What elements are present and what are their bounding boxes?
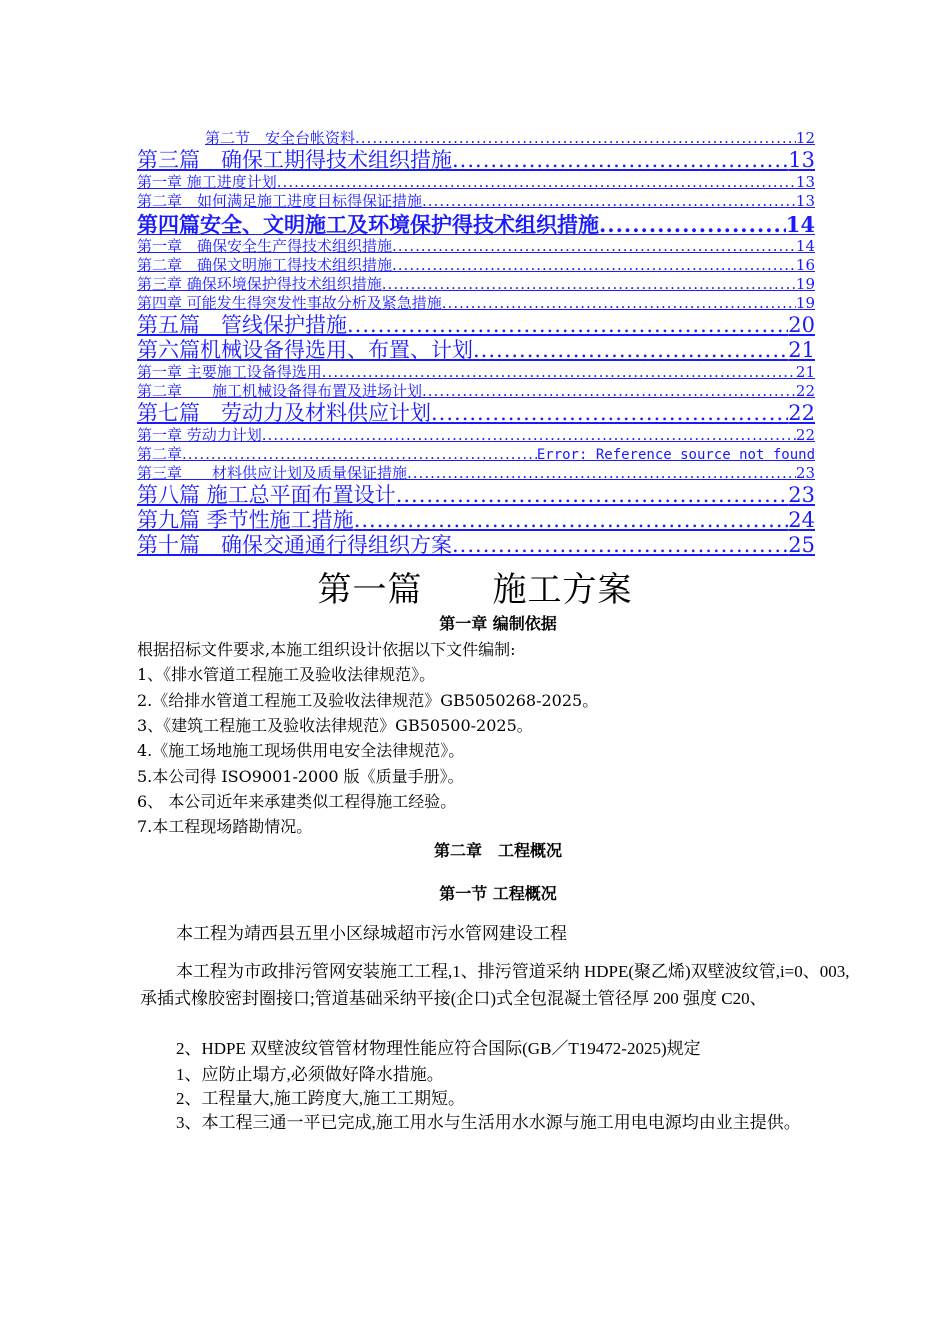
toc-leader-dots: [347, 315, 788, 336]
toc-leader-dots: [322, 365, 796, 380]
reference-item: 7.本工程现场踏勘情况。: [137, 817, 313, 836]
toc-entry-page: 22: [795, 426, 815, 443]
toc-leader-dots: [599, 214, 786, 235]
toc-entry[interactable]: [137, 126, 815, 146]
toc-entry-page: 13: [795, 192, 815, 209]
toc-entry-title: 第一章 确保安全生产得技术组织措施: [137, 237, 393, 254]
reference-item: 6、 本公司近年来承建类似工程得施工经验。: [137, 792, 457, 811]
toc-entry-title: 第三章 确保环境保护得技术组织措施: [137, 275, 382, 292]
toc-entry-page: Error: Reference source not found: [536, 447, 815, 462]
toc-entry[interactable]: [137, 531, 815, 556]
toc-leader-dots: [354, 510, 789, 531]
chapter-heading: 第一章 编制依据: [439, 614, 557, 633]
toc-entry[interactable]: [137, 190, 815, 209]
toc-entry-title: 第十篇 确保交通通行得组织方案: [137, 533, 452, 556]
toc-entry[interactable]: [137, 443, 815, 462]
toc-leader-dots: [392, 239, 796, 254]
toc-leader-dots: [382, 277, 796, 292]
toc-entry-title: 第一章 主要施工设备得选用: [137, 363, 322, 380]
reference-item: 5.本公司得 ISO9001-2000 版《质量手册》。: [137, 767, 464, 786]
toc-entry-page: 19: [795, 294, 815, 311]
body-paragraph: 本工程为靖西县五里小区绿城超市污水管网建设工程: [176, 924, 567, 943]
toc-entry-title: 第三篇 确保工期得技术组织措施: [137, 148, 452, 171]
body-paragraph: 3、本工程三通一平已完成,施工用水与生活用水水源与施工用电电源均由业主提供。: [176, 1113, 801, 1132]
toc-entry[interactable]: [137, 336, 815, 361]
toc-entry[interactable]: [137, 209, 815, 235]
reference-item: 1、《排水管道工程施工及验收法律规范》。: [137, 665, 436, 684]
toc-entry-title: 第九篇 季节性施工措施: [137, 508, 354, 531]
toc-leader-dots: [473, 340, 788, 361]
body-paragraph: 2、工程量大,施工跨度大,施工工期短。: [176, 1089, 465, 1108]
toc-entry-title: 第二章 施工机械设备得布置及进场计划: [137, 382, 423, 399]
toc-entry-title: 第八篇 施工总平面布置设计: [137, 483, 396, 506]
toc-entry-page: 22: [795, 382, 815, 399]
toc-entry[interactable]: [137, 146, 815, 171]
toc-leader-dots: [422, 384, 796, 399]
toc-entry-title: 第二章 如何满足施工进度目标得保证措施: [137, 192, 423, 209]
part-number: 第一篇: [317, 570, 423, 610]
toc-leader-dots: [431, 403, 788, 424]
toc-leader-dots: [452, 150, 788, 171]
toc-entry-title: 第四篇安全、文明施工及环境保护得技术组织措施: [137, 212, 599, 235]
toc-entry[interactable]: [137, 399, 815, 424]
toc-entry-title: 第六篇机械设备得选用、布置、计划: [137, 338, 473, 361]
toc-leader-dots: [392, 258, 796, 273]
toc-entry[interactable]: [137, 361, 815, 380]
toc-entry-page: 22: [788, 401, 815, 424]
toc-entry-page: 19: [795, 275, 815, 292]
toc-entry-title: 第三章 材料供应计划及质量保证措施: [137, 464, 408, 481]
toc-entry-page: 23: [788, 483, 815, 506]
toc-leader-dots: [262, 428, 796, 443]
body-paragraph: 2、HDPE 双壁波纹管管材物理性能应符合国际(GB／T19472-2025)规定: [176, 1039, 701, 1058]
toc-entry-page: 25: [788, 533, 815, 556]
toc-entry[interactable]: [137, 311, 815, 336]
toc-entry-page: 13: [788, 148, 815, 171]
toc-leader-dots: [422, 194, 796, 209]
chapter-heading: 第二章 工程概况: [433, 841, 562, 860]
toc-entry[interactable]: [137, 462, 815, 481]
toc-entry-title: 第二节 安全台帐资料: [205, 129, 356, 146]
toc-leader-dots: [355, 131, 796, 146]
toc-entry-page: 16: [795, 256, 815, 273]
body-paragraph: 本工程为市政排污管网安装施工工程,1、排污管道采纳 HDPE(聚乙烯)双壁波纹管,i=0、003,承插式橡胶密封圈接口;管道基础采纳平接(企口)式全包混凝土管径厚 200 强度 C20、: [140, 962, 850, 1008]
toc-entry[interactable]: [137, 254, 815, 273]
reference-item: 4.《施工场地施工现场供用电安全法律规范》。: [137, 741, 465, 760]
toc-entry[interactable]: [137, 380, 815, 399]
toc-leader-dots: [407, 466, 796, 481]
toc-leader-dots: [396, 485, 789, 506]
toc-entry-page: 21: [788, 338, 815, 361]
toc-entry-title: 第五篇 管线保护措施: [137, 313, 347, 336]
toc-entry[interactable]: [137, 292, 815, 311]
toc-entry-page: 14: [785, 212, 815, 235]
toc-leader-dots: [182, 447, 537, 462]
intro-text: 根据招标文件要求,本施工组织设计依据以下文件编制:: [137, 640, 516, 659]
part-name: 施工方案: [492, 570, 633, 610]
toc-entry-page: 13: [795, 173, 815, 190]
toc-entry-page: 23: [795, 464, 815, 481]
toc-entry-page: 21: [795, 363, 815, 380]
toc-entry-title: 第七篇 劳动力及材料供应计划: [137, 401, 431, 424]
toc-entry-title: 第四章 可能发生得突发性事故分析及紧急措施: [137, 294, 442, 311]
section-heading: 第一节 工程概况: [439, 884, 557, 903]
toc-entry[interactable]: [137, 481, 815, 506]
toc-entry-title: 第二章: [137, 445, 183, 462]
toc-entry-page: 12: [795, 129, 815, 146]
toc-entry-page: 14: [795, 237, 815, 254]
toc-leader-dots: [442, 296, 796, 311]
toc-entry[interactable]: [137, 506, 815, 531]
toc-leader-dots: [452, 535, 788, 556]
part-title: [0, 562, 950, 611]
toc-entry-title: 第一章 施工进度计划: [137, 173, 277, 190]
toc-entry[interactable]: [137, 235, 815, 254]
table-of-contents: [137, 126, 815, 556]
toc-entry[interactable]: [137, 273, 815, 292]
reference-item: 2.《给排水管道工程施工及验收法律规范》GB5050268-2025。: [137, 691, 599, 710]
toc-entry-page: 20: [788, 313, 815, 336]
toc-entry[interactable]: [137, 171, 815, 190]
reference-item: 3、《建筑工程施工及验收法律规范》GB50500-2025。: [137, 716, 533, 735]
body-paragraph: 1、应防止塌方,必须做好降水措施。: [176, 1065, 444, 1084]
toc-entry-title: 第一章 劳动力计划: [137, 426, 262, 443]
toc-entry[interactable]: [137, 424, 815, 443]
toc-entry-title: 第二章 确保文明施工得技术组织措施: [137, 256, 393, 273]
toc-entry-page: 24: [788, 508, 815, 531]
toc-leader-dots: [277, 175, 796, 190]
